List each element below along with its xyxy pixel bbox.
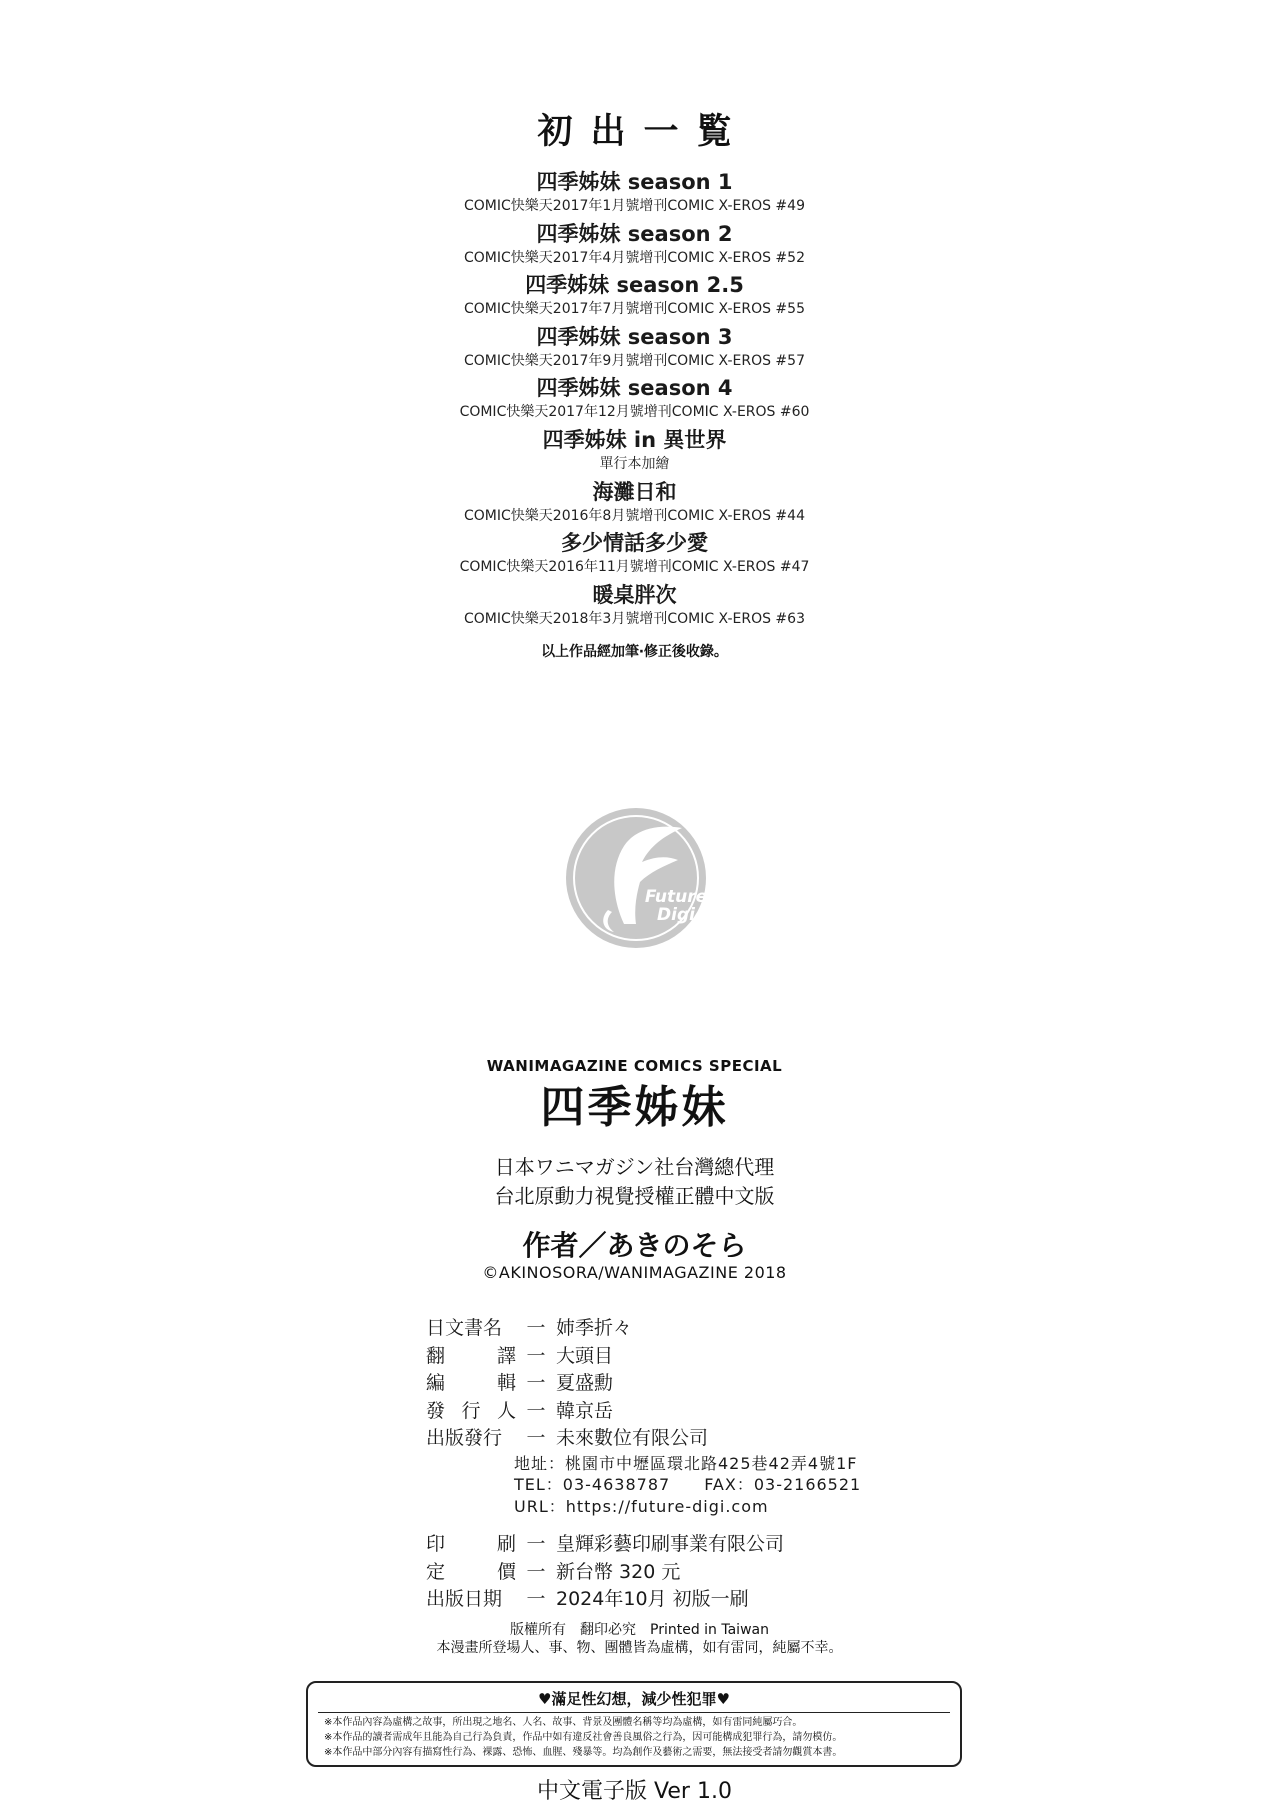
work-title: 四季姊妹 season 4 <box>536 376 733 401</box>
series-name: WANIMAGAZINE COMICS SPECIAL <box>486 1057 783 1075</box>
credit-dash: 一 <box>526 1317 546 1339</box>
copyright-line: ©AKINOSORA/WANIMAGAZINE 2018 <box>482 1263 787 1282</box>
warning-line: ※本作品內容為虛構之故事，所出現之地名、人名、故事、背景及團體名稱等均為虛構，如有雷同純屬巧合。 <box>324 1717 803 1728</box>
work-source: COMIC快樂天2016年11月號增刊COMIC X-EROS #47 <box>459 559 810 576</box>
credit-dash: 一 <box>526 1344 546 1367</box>
warning-line: ※本作品的讀者需成年且能為自己行為負責，作品中如有違反社會善良風俗之行為，因可能構成犯罪行為，請勿模仿。 <box>324 1732 843 1743</box>
first-appearance-title: 初出一覧 <box>537 112 750 152</box>
credits-block-2 <box>426 1531 946 1614</box>
warning-box <box>306 1681 962 1767</box>
work-title: 四季姊妹 season 1 <box>536 170 733 194</box>
work-source: 單行本加繪 <box>599 455 670 472</box>
agency-line-1: 日本ワニマガジン社台灣總代理 <box>494 1155 775 1179</box>
work-title: 海灘日和 <box>592 479 677 504</box>
revision-note: 以上作品經加筆‧修正後收錄。 <box>541 644 728 660</box>
credit-value: 2024年10月 初版一刷 <box>556 1588 749 1610</box>
publisher-address: 地址：桃園市中壢區環北路425巷42弄4號1F <box>514 1453 858 1473</box>
credit-value: 新台幣 320 元 <box>556 1560 681 1583</box>
credit-label: 出版發行 <box>426 1427 503 1449</box>
credit-row <box>426 1398 946 1426</box>
list-item <box>0 220 1269 272</box>
credit-label: 發 行 人 <box>426 1399 516 1422</box>
work-title: 四季姊妹 season 2 <box>536 221 733 246</box>
work-title: 多少情話多少愛 <box>561 531 708 556</box>
work-source: COMIC快樂天2016年8月號增刊COMIC X-EROS #44 <box>464 507 805 524</box>
credit-label: 出版日期 <box>426 1588 503 1610</box>
logo-text-digi: Digi <box>657 905 695 925</box>
credit-dash: 一 <box>526 1372 546 1394</box>
list-item <box>0 426 1269 478</box>
future-digi-logo <box>564 806 708 950</box>
rights-block <box>0 1621 1269 1657</box>
publisher-url: URL：https://future-digi.com <box>514 1496 769 1516</box>
work-source: COMIC快樂天2017年12月號增刊COMIC X-EROS #60 <box>459 404 810 421</box>
credit-label: 定 價 <box>426 1560 516 1583</box>
work-title: 暖桌胖次 <box>592 582 677 607</box>
credit-dash: 一 <box>526 1560 546 1583</box>
rights-line-1: 版權所有 翻印必究 Printed in Taiwan <box>510 1622 769 1638</box>
credit-label: 日文書名 <box>426 1317 503 1339</box>
agency-line-2: 台北原動力視覺授權正體中文版 <box>494 1184 775 1208</box>
work-title: 四季姊妹 in 異世界 <box>542 427 727 452</box>
credit-value: 韓京岳 <box>556 1399 614 1422</box>
credit-row <box>426 1315 946 1343</box>
list-item <box>0 168 1269 220</box>
credit-row <box>426 1531 946 1559</box>
warning-lines <box>308 1713 960 1760</box>
list-item <box>0 529 1269 581</box>
credit-row <box>426 1343 946 1371</box>
credit-row <box>426 1586 946 1614</box>
agency-info <box>0 1153 1269 1211</box>
credit-row <box>426 1425 946 1453</box>
work-title: 四季姊妹 season 3 <box>536 324 733 349</box>
list-item <box>0 323 1269 375</box>
version-label: 中文電子版 Ver 1.0 <box>537 1779 732 1804</box>
logo-text-future: Future <box>644 887 708 907</box>
credit-value: 未來數位有限公司 <box>556 1427 709 1449</box>
credit-value: 皇輝彩藝印刷事業有限公司 <box>556 1533 785 1555</box>
works-list <box>0 168 1269 632</box>
credit-label: 翻 譯 <box>426 1344 516 1367</box>
work-source: COMIC快樂天2017年7月號增刊COMIC X-EROS #55 <box>464 301 805 318</box>
credit-row <box>426 1370 946 1398</box>
credit-dash: 一 <box>526 1588 546 1610</box>
work-source: COMIC快樂天2017年1月號增刊COMIC X-EROS #49 <box>464 198 805 214</box>
author-line: 作者／あきのそら <box>522 1229 747 1262</box>
credit-value: 夏盛勳 <box>556 1372 614 1394</box>
work-title: 四季姊妹 season 2.5 <box>525 273 744 298</box>
publisher-tel-fax: TEL：03-4638787 FAX：03-2166521 <box>514 1475 862 1494</box>
rights-line-2: 本漫畫所登場人、事、物、團體皆為虛構，如有雷同，純屬不幸。 <box>436 1640 843 1656</box>
warning-title: ♥滿足性幻想，減少性犯罪♥ <box>318 1689 950 1713</box>
list-item <box>0 478 1269 530</box>
credit-label: 編 輯 <box>426 1372 516 1394</box>
warning-line: ※本作品中部分內容有描寫性行為、裸露、恐怖、血腥、殘暴等。均為創作及藝術之需要，無法接受者請勿觀賞本書。 <box>324 1747 843 1758</box>
work-source: COMIC快樂天2017年9月號增刊COMIC X-EROS #57 <box>464 352 805 369</box>
credit-dash: 一 <box>526 1427 546 1449</box>
credit-dash: 一 <box>526 1399 546 1422</box>
list-item <box>0 374 1269 426</box>
work-source: COMIC快樂天2018年3月號增刊COMIC X-EROS #63 <box>464 610 805 627</box>
credit-dash: 一 <box>526 1533 546 1555</box>
book-title: 四季姊妹 <box>540 1082 729 1133</box>
credit-value: 姉季折々 <box>556 1317 633 1339</box>
work-source: COMIC快樂天2017年4月號增刊COMIC X-EROS #52 <box>464 249 805 266</box>
list-item <box>0 271 1269 323</box>
credit-row <box>426 1559 946 1587</box>
credit-label: 印 刷 <box>426 1533 516 1555</box>
credit-value: 大頭目 <box>556 1344 614 1367</box>
list-item <box>0 581 1269 633</box>
credits-block <box>426 1315 946 1517</box>
